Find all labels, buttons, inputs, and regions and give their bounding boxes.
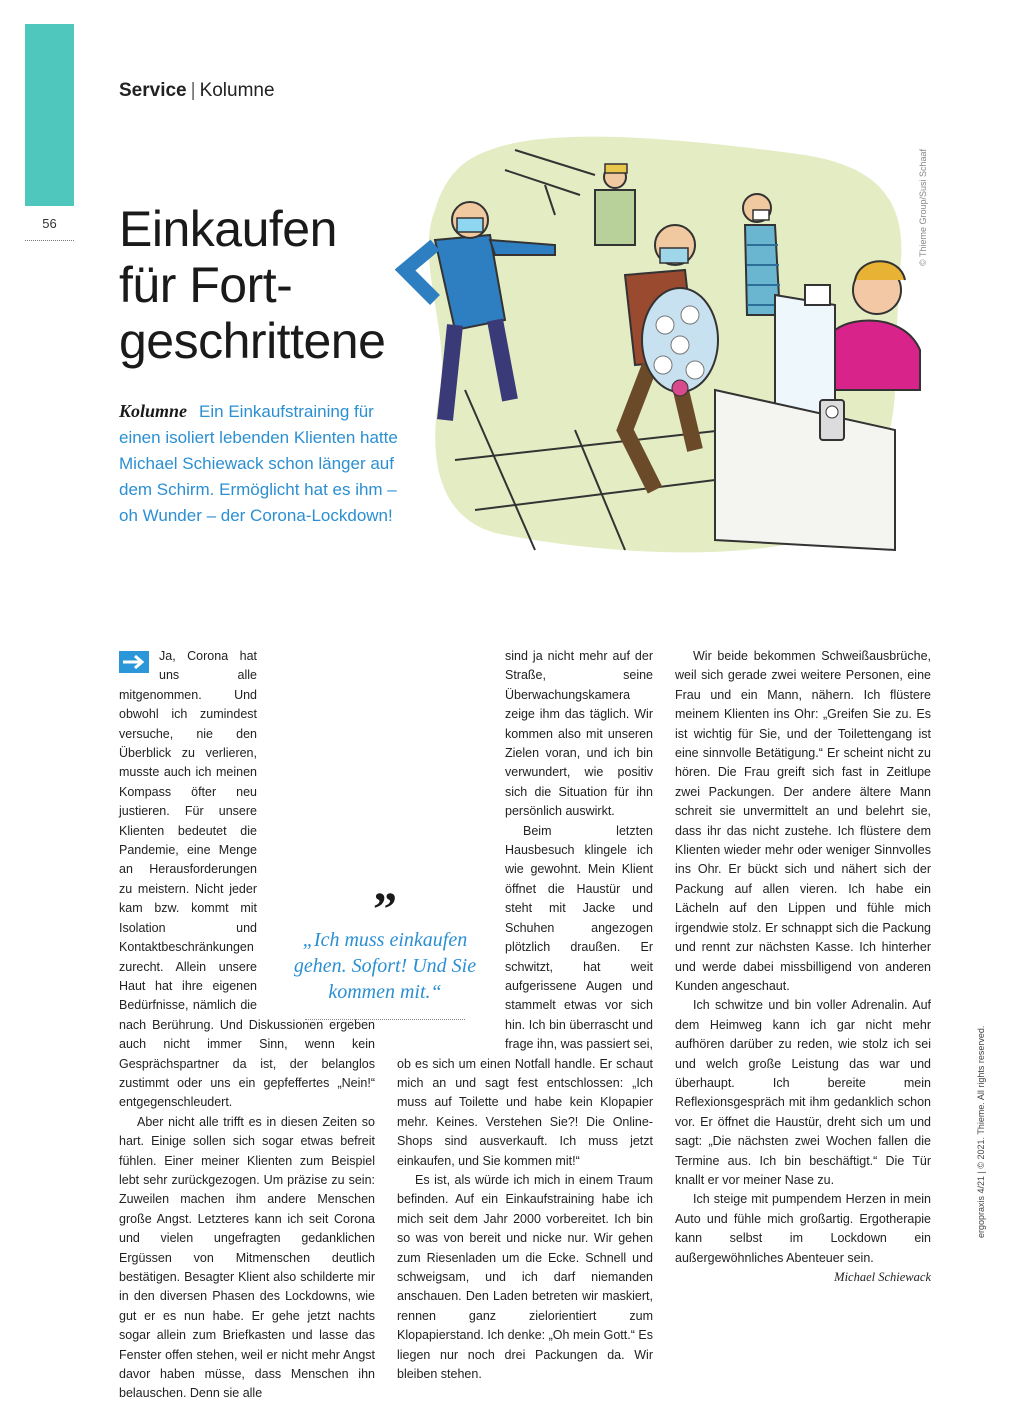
shopping-illustration [395, 130, 925, 555]
body-paragraph: sind ja nicht mehr auf der Straße, seine Überwachungskamera zeige ihm das täglich. Wir kommen also mit unseren Zielen voran, und ich bin verwundert, wie positiv sich die Situation für ihn persönlich auswirkt. [505, 649, 653, 819]
author-signature: Michael Schiewack [834, 1270, 931, 1284]
quote-mark-icon: ” [373, 883, 397, 936]
body-column-1 [119, 647, 375, 1404]
body-paragraph: Wir beide bekommen Schweißausbrüche, weil sich gerade zwei weitere Personen, eine Frau und ein Mann, nähern. Ich flüstere meinem Klienten ins Ohr: „Greifen Sie zu. Es ist wichtig für Sie, und der Toilettengang ist eine sinnvolle Betätigung.“ Er scheint nicht zu hören. Die Frau greift sich fast in Zeitlupe zwei Packungen. Der andere ältere Mann schreit sie unvermittelt an und belehrt sie, dass ihr das nicht zustehe. Ich flüstere dem Klienten wieder mehr oder weniger Sinnvolles ins Ohr. Er bückt sich und nähert sich der Packung auf allen vieren. Ich habe ein Lächeln auf den Lippen und fühle mich irgendwie stolz. Er schnappt sich die Packung und rennt zur nächsten Kasse. Ich hinterher und werde dabei missbilligend von anderen Kunden angeschaut. [675, 649, 931, 993]
illustration-credit-text: © Thieme Group/Susi Schaaf [918, 148, 928, 266]
page-number: 56 [42, 216, 57, 231]
closing-text: Ich steige mit pumpendem Herzen in mein Auto und fühle mich großartig. Ergotherapie kann selbst im Lockdown ein außergewöhnliches Abenteuer sein. [675, 1192, 931, 1265]
article-lead [119, 398, 419, 529]
body-paragraph: Beim letzten Hausbesuch klingele ich wie gewohnt. Mein Klient öffnet die Haustür und steht mit Jacke und Schuhen angezogen plötzlich draußen. Er schwitzt, hat weit aufgerissene Augen und stammelt etwas vor sich hin. Ich bin überrascht und frage ihn, was passiert sei, ob es sich um einen Notfall handle. Er schaut mich an und sagt fest entschlossen: „Ich muss auf Toilette und habe kein Klopapier mehr. Keines. Verstehen Sie?! Die Online-Shops sind ausverkauft. Ich muss jetzt einkaufen, und Sie kommen mit!“ [397, 823, 653, 1168]
body-paragraph [675, 1190, 931, 1284]
body-paragraph: Aber nicht alle trifft es in diesen Zeiten so hart. Einige sollen sich sogar etwas befreit fühlen. Einer meiner Klienten zum Beispiel lebt sehr zurückgezogen. Um präzise zu sein: Zuweilen machen ihm andere Menschen große Angst. Letzteres kann ich seit Corona und vielen ungefragten gedanklichen Ergüssen von Mitmenschen deutlich bestätigen. Besagter Klient also schilderte mir in den diversen Phasen des Lockdowns, wie gut er es nun habe. Er gehe jetzt nachts sogar allein zum Briefkasten und lasse das Fenster offen stehen, weil er nicht mehr Angst davor haben müsse, dass Menschen ihn belauschen. Denn sie alle [119, 1114, 375, 1401]
publication-credit-text: ergopraxis 4/21 | © 2021. Thieme. All rights reserved. [976, 1025, 986, 1238]
lead-kicker: Kolumne [119, 401, 188, 421]
section-color-bar [25, 24, 74, 206]
subsection-label: Kolumne [199, 80, 275, 101]
lead-text: Ein Einkaufstraining für einen isoliert lebenden Klienten hatte Michael Schiewack schon länger auf dem Schirm. Ermöglicht hat es ihm – oh Wunder – der Corona-Lockdown! [119, 402, 398, 525]
article-title [119, 201, 419, 369]
section-header [119, 80, 275, 102]
title-line: für Fort- [119, 257, 293, 313]
body-paragraph: Ja, Corona hat uns alle mitgenommen. Und obwohl ich zumindest versuche, nie den Überblick zu verlieren, musste auch ich meinen Kompass öfter neu justieren. Für unsere Klienten bedeutet die Pandemie, eine Menge an Herausforderungen zu meistern. Nicht jeder kam bzw. kommt mit Isolation und Kontaktbeschränkungen zurecht. Allein unsere Haut hat ihre eigenen Bedürfnisse, nämlich die nach Berührung. Und Diskussionen ergeben auch nicht immer Sinn, wenn kein Gesprächspartner da ist, der belanglos zustimmt oder uns ein gepfeffertes „Nein!“ entgegenschleudert. [119, 649, 375, 1110]
page-number-rule [25, 240, 74, 241]
body-column-3 [675, 647, 931, 1287]
title-line: geschrittene [119, 313, 386, 369]
illustration-credit [906, 148, 928, 270]
body-paragraph: Es ist, als würde ich mich in einem Traum befinden. Auf ein Einkaufstraining habe ich mich seit dem Jahr 2000 vorbereitet. Ich bin so was von bereit und nicke nur. Wir gehen zum Riesenladen um die Ecke. Schnell und schweigsam, und ich darf niemanden anschauen. Den Laden betreten wir maskiert, rennen ganz zielorientiert zum Klopapierstand. Ich denke: „Oh mein Gott.“ Es liegen nur noch drei Packungen da. Wir bleiben stehen. [397, 1172, 653, 1382]
body-paragraph: Ich schwitze und bin voller Adrenalin. Auf dem Heimweg kann ich gar nicht mehr aufhören darüber zu reden, wie stolz ich sei und welch große Leistung das war und überhaupt. Ich bereite mein Reflexionsgespräch mit ihm gedanklich schon vor. Er öffnet die Haustür, dreht sich um und sagt: „Die nächsten zwei Wochen fallen die Termine aus. Ich bin beschäftigt.“ Die Tür knallt er vor meiner Nase zu. [675, 998, 931, 1187]
pull-quote-rule [305, 1019, 465, 1020]
title-line: Einkaufen [119, 201, 337, 257]
publication-credit [965, 1010, 986, 1240]
pull-quote-text: „Ich muss einkaufen gehen. Sofort! Und Sie kommen mit.“ [293, 929, 477, 1003]
article-start-arrow-icon [119, 651, 149, 673]
section-label: Service [119, 80, 187, 101]
pull-quote [290, 883, 480, 1020]
header-separator: | [190, 80, 196, 101]
